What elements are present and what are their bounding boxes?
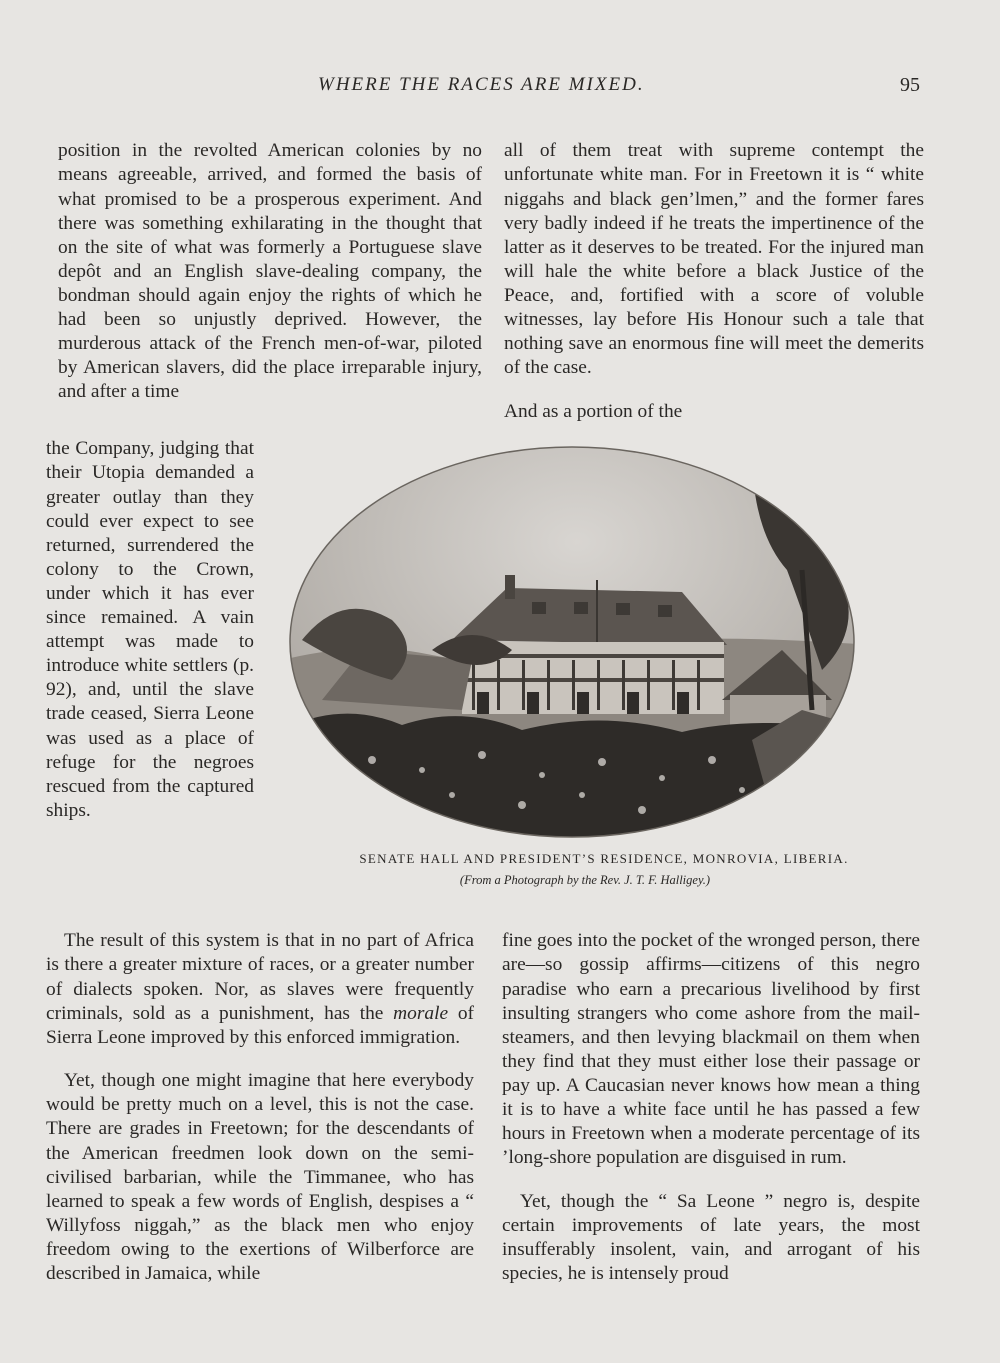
- italic-term: morale: [393, 1002, 449, 1024]
- running-head: [0, 74, 1000, 100]
- column-left-top: [58, 120, 482, 424]
- figure-credit: (From a Photograph by the Rev. J. T. F. Halligey.): [459, 873, 711, 887]
- figure-caption: SENATE HALL AND PRESIDENT’S RESIDENCE, MONROVIA, LIBERIA.: [359, 851, 849, 866]
- paragraph: fine goes into the pocket of the wronged person, there are—so gossip affirms—citizens of this negro paradise who earn a precarious livelihood by first insulting strangers who come ashore from the mail-steamers, and then levying blackmail on them when they find that they must either lose their passage or pay up. A Caucasian never knows how mean a thing it is to have a white face until he has passed a few hours in Freetown when a moderate percentage of its ’long-shore population are disguised in rum.: [502, 930, 920, 1169]
- column-right-top: [504, 120, 924, 443]
- paragraph-fragment: And as a portion of the: [504, 400, 683, 422]
- illustration-senate-hall: [282, 410, 872, 850]
- paragraph: position in the revolted American colonies by no means agreeable, arrived, and formed the basis of what promised to be a prosperous experiment. And there was something exhilarating in the thought that on the site of what was formerly a Portuguese slave depôt and an English slave-dealing company, the bondman should again enjoy the rights of which he had been so unjustly deprived. However, the murderous attack of the French men-of-war, piloted by American slavers, did the place irreparable injury, and after a time: [58, 140, 482, 403]
- column-left-narrow: [46, 418, 254, 842]
- column-left-bottom: [46, 910, 474, 1305]
- page-number: 95: [900, 74, 920, 96]
- paragraph: [46, 929, 474, 1049]
- paragraph: all of them treat with supreme contempt the unfortunate white man. For in Freetown it is “ white niggahs and black gen’lmen,” and the former fares very badly indeed if he treats the impertinence of the latter as it deserves to be treated. For the injured man will hale the white before a black Justice of the Peace, and, fortified with a score of voluble witnesses, lay before His Honour such a tale that nothing save an enormous fine will meet the demerits of the case.: [504, 140, 924, 379]
- running-title: WHERE THE RACES ARE MIXED.: [318, 74, 645, 95]
- paragraph: Yet, though the “ Sa Leone ” negro is, despite certain improvements of late years, the most insufferably insolent, vain, and arrogant of his species, he is intensely proud: [502, 1190, 920, 1284]
- column-right-bottom: [502, 910, 920, 1305]
- engraving-image: [282, 410, 872, 850]
- text-run: The result of this system is that in no part of Africa is there a greater mixture of races, or a greater number of dialects spoken. Nor, as slaves were frequently criminals, sold as a punishment, has the: [46, 930, 474, 1024]
- paragraph: Yet, though one might imagine that here everybody would be pretty much on a level, this is not the case. There are grades in Freetown; for the descendants of the American freedmen look down on the semi-civilised barbarian, while the Timmanee, who has learned to speak a few words of English, despises a “ Willyfoss niggah,” as the black men who enjoy freedom owing to the exertions of Wilberforce are described in Jamaica, while: [46, 1070, 474, 1284]
- paragraph: the Company, judging that their Utopia demanded a greater outlay than they could ever expect to see returned, surrendered the colony to the Crown, under which it has ever since remained. A vain attempt was made to introduce white settlers (p. 92), and, until the slave trade ceased, Sierra Leone was used as a place of refuge for the negroes rescued from the captured ships.: [46, 438, 254, 821]
- text-run: of Sierra Leone improved by this enforced immigration.: [46, 1002, 474, 1048]
